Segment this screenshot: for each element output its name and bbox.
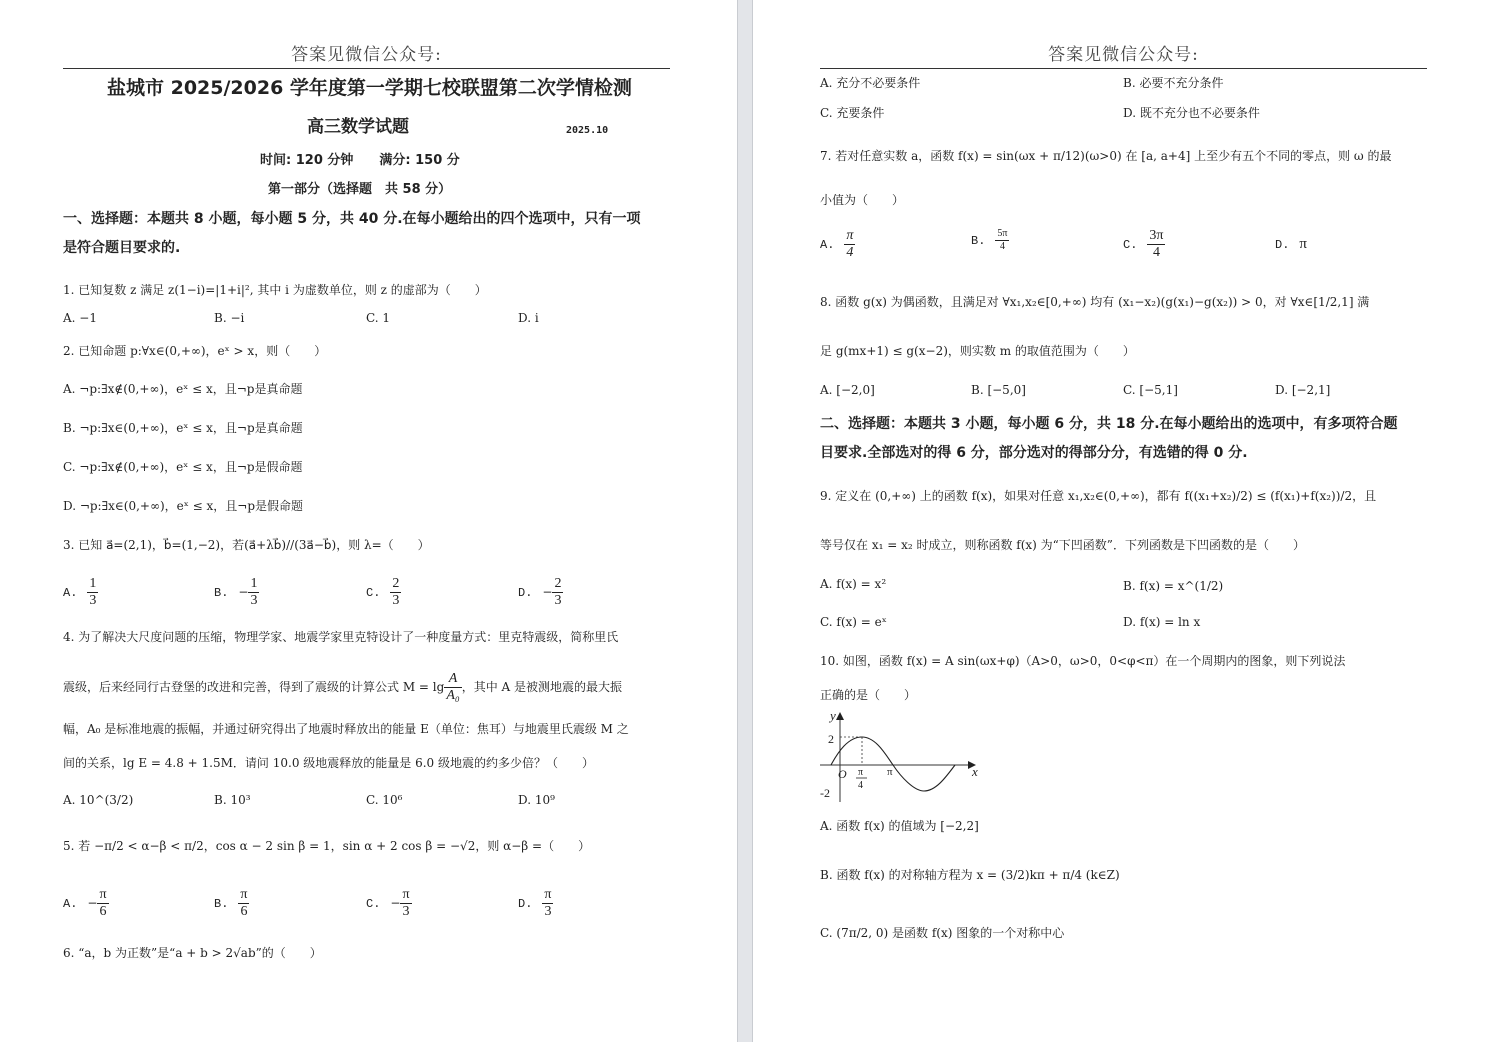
page-gutter-scrollbar[interactable] — [737, 0, 753, 1042]
fraction: $\frac{\pi}{6}$ — [240, 887, 248, 919]
exam-date: 2025.10 — [566, 125, 609, 136]
question-10-line-2: 正确的是（ ） — [820, 688, 917, 702]
svg-text:x: x — [972, 764, 978, 779]
svg-text:4: 4 — [858, 780, 863, 791]
svg-text:π: π — [858, 767, 864, 778]
exam-subtitle: 高三数学试题 — [307, 117, 409, 137]
q3-option-b: B. − $\frac{1}{3}$ — [214, 576, 258, 608]
question-4-line-1: 4. 为了解决大尺度问题的压缩，物理学家、地震学家里克特设计了一种度量方式：里克特震级，简称里氏 — [63, 630, 619, 644]
q6-option-d: D. 既不充分也不必要条件 — [1123, 106, 1260, 120]
q7-option-d: D. π — [1275, 236, 1307, 252]
question-3-stem: 3. 已知 a⃗=(2,1)，b⃗=(1,−2)，若(a⃗+λb⃗)//(3a⃗−b⃗)，则 λ=（ ） — [63, 538, 430, 552]
page-header: 答案见微信公众号: — [63, 42, 670, 69]
q1-option-c: C. 1 — [366, 311, 391, 325]
q5-option-c: C. − $\frac{\pi}{3}$ — [366, 887, 410, 919]
question-4-line-2: 震级，后来经同行古登堡的改进和完善，得到了震级的计算公式 M = lg $\frac{A}{\text{A₀}}$ ，其中 A 是被测地震的最大振 — [63, 671, 623, 703]
question-10-line-1: 10. 如图，函数 f(x) = A sin(ωx+φ)（A>0，ω>0，0<φ<π）在一个周期内的图象，则下列说法 — [820, 654, 1346, 668]
exam-page-right — [754, 0, 1491, 1042]
q5-option-d: D. $\frac{\pi}{3}$ — [518, 887, 552, 919]
question-9-line-1: 9. 定义在 (0,+∞) 上的函数 f(x)，如果对任意 x₁,x₂∈(0,+∞)，都有 f((x₁+x₂)/2) ≤ (f(x₁)+f(x₂))/2，且 — [820, 489, 1377, 503]
svg-text:2: 2 — [828, 732, 834, 746]
q2-option-b: B. ¬p:∃x∈(0,+∞)，eˣ ≤ x，且¬p是真命题 — [63, 421, 303, 435]
fraction: $\frac{1}{3}$ — [89, 576, 97, 608]
svg-text:-2: -2 — [820, 786, 830, 800]
q2-option-c: C. ¬p:∃x∉(0,+∞)，eˣ ≤ x，且¬p是假命题 — [63, 460, 303, 474]
exam-title: 盐城市 2025/2026 学年度第一学期七校联盟第二次学情检测 — [107, 77, 632, 99]
q1-option-b: B. −i — [214, 311, 245, 325]
page-header: 答案见微信公众号: — [820, 42, 1427, 69]
q8-option-d: D. [−2,1] — [1275, 383, 1331, 397]
q1-option-a: A. −1 — [63, 311, 97, 325]
section-two-instructions-cont: 目要求.全部选对的得 6 分，部分选对的得部分分，有选错的得 0 分. — [820, 445, 1248, 461]
q5-option-a: A. − $\frac{\pi}{6}$ — [63, 887, 107, 919]
sine-graph-figure — [818, 710, 988, 802]
question-6-stem: 6. “a，b 为正数”是“a + b > 2√ab”的（ ） — [63, 946, 322, 960]
q7-option-c: C. $\frac{3\pi}{4}$ — [1123, 228, 1164, 260]
q1-option-d: D. i — [518, 311, 539, 325]
question-9-line-2: 等号仅在 x₁ = x₂ 时成立，则称函数 f(x) 为“下凹函数”．下列函数是下凹函数的是（ ） — [820, 538, 1305, 552]
fraction: $\frac{1}{3}$ — [250, 576, 258, 608]
q4-option-c: C. 10⁶ — [366, 793, 403, 807]
question-1-stem: 1. 已知复数 z 满足 z(1−i)=|1+i|², 其中 i 为虚数单位，则 z 的虚部为（ ） — [63, 283, 487, 297]
fraction: $\frac{A}{\text{A₀}}$ — [446, 671, 460, 703]
fraction: $\frac{\pi}{4}$ — [846, 228, 854, 260]
exam-page-left — [0, 0, 737, 1042]
fraction: $\frac{\pi}{3}$ — [544, 887, 552, 919]
q3-option-d: D. − $\frac{2}{3}$ — [518, 576, 562, 608]
q10-option-c: C. (7π/2, 0) 是函数 f(x) 图象的一个对称中心 — [820, 926, 1065, 940]
q9-option-a: A. f(x) = x² — [820, 577, 887, 591]
section-one-instructions: 一、选择题：本题共 8 小题，每小题 5 分，共 40 分.在每小题给出的四个选项中，只有一项 — [63, 211, 641, 227]
q3-option-c: C. $\frac{2}{3}$ — [366, 576, 400, 608]
question-4-line-4: 间的关系，lg E = 4.8 + 1.5M．请问 10.0 级地震释放的能量是 6.0 级地震的约多少倍？（ ） — [63, 756, 594, 770]
q6-option-a: A. 充分不必要条件 — [820, 76, 921, 90]
fraction: $\frac{2}{3}$ — [392, 576, 400, 608]
question-4-line-3: 幅，A₀ 是标准地震的振幅，并通过研究得出了地震时释放出的能量 E（单位：焦耳）与地震里氏震级 M 之 — [63, 722, 629, 736]
svg-text:O: O — [838, 767, 847, 781]
question-8-line-1: 8. 函数 g(x) 为偶函数，且满足对 ∀x₁,x₂∈[0,+∞) 均有 (x₁−x₂)(g(x₁)−g(x₂)) > 0，对 ∀x∈[1/2,1] 满 — [820, 295, 1370, 309]
q8-option-a: A. [−2,0] — [820, 383, 875, 397]
q8-option-c: C. [−5,1] — [1123, 383, 1178, 397]
q10-option-a: A. 函数 f(x) 的值域为 [−2,2] — [820, 819, 979, 833]
svg-text:π: π — [887, 766, 893, 778]
fraction: $\frac{5\pi}{4}$ — [997, 228, 1008, 252]
svg-text:y: y — [830, 710, 836, 723]
part-one-heading: 第一部分（选择题 共 58 分） — [268, 182, 452, 197]
q7-option-a: A. $\frac{\pi}{4}$ — [820, 228, 854, 260]
fraction: $\frac{2}{3}$ — [554, 576, 562, 608]
question-7-line-1: 7. 若对任意实数 a，函数 f(x) = sin(ωx + π/12)(ω>0) 在 [a, a+4] 上至少有五个不同的零点，则 ω 的最 — [820, 149, 1392, 163]
q2-option-d: D. ¬p:∃x∈(0,+∞)，eˣ ≤ x，且¬p是假命题 — [63, 499, 304, 513]
q5-option-b: B. $\frac{\pi}{6}$ — [214, 887, 248, 919]
time-score: 时间: 120 分钟 满分: 150 分 — [260, 153, 460, 168]
q2-option-a: A. ¬p:∃x∉(0,+∞)，eˣ ≤ x，且¬p是真命题 — [63, 382, 303, 396]
fraction: $\frac{3\pi}{4}$ — [1149, 228, 1164, 260]
question-5-stem: 5. 若 −π/2 < α−β < π/2，cos α − 2 sin β = 1，sin α + 2 cos β = −√2，则 α−β =（ ） — [63, 839, 591, 853]
question-2-stem: 2. 已知命题 p:∀x∈(0,+∞)，eˣ > x，则（ ） — [63, 344, 327, 358]
q9-option-b: B. f(x) = x^(1/2) — [1123, 579, 1224, 593]
q4-option-a: A. 10^(3/2) — [63, 793, 134, 807]
section-two-instructions: 二、选择题：本题共 3 小题，每小题 6 分，共 18 分.在每小题给出的选项中，有多项符合题 — [820, 416, 1398, 432]
question-8-line-2: 足 g(mx+1) ≤ g(x−2)，则实数 m 的取值范围为（ ） — [820, 344, 1135, 358]
q9-option-c: C. f(x) = eˣ — [820, 615, 887, 629]
q6-option-c: C. 充要条件 — [820, 106, 885, 120]
q4-option-b: B. 10³ — [214, 793, 251, 807]
section-one-instructions-cont: 是符合题目要求的. — [63, 240, 181, 256]
fraction: $\frac{\pi}{3}$ — [402, 887, 410, 919]
q9-option-d: D. f(x) = ln x — [1123, 615, 1201, 629]
q4-option-d: D. 10⁹ — [518, 793, 555, 807]
q6-option-b: B. 必要不充分条件 — [1123, 76, 1224, 90]
question-7-line-2: 小值为（ ） — [820, 193, 905, 207]
q8-option-b: B. [−5,0] — [971, 383, 1026, 397]
fraction: $\frac{\pi}{6}$ — [99, 887, 107, 919]
q10-option-b: B. 函数 f(x) 的对称轴方程为 x = (3/2)kπ + π/4 (k∈Z) — [820, 868, 1120, 882]
sine-curve-graph — [818, 710, 988, 802]
q7-option-b: B. $\frac{5\pi}{4}$ — [971, 228, 1008, 252]
q3-option-a: A. $\frac{1}{3}$ — [63, 576, 97, 608]
